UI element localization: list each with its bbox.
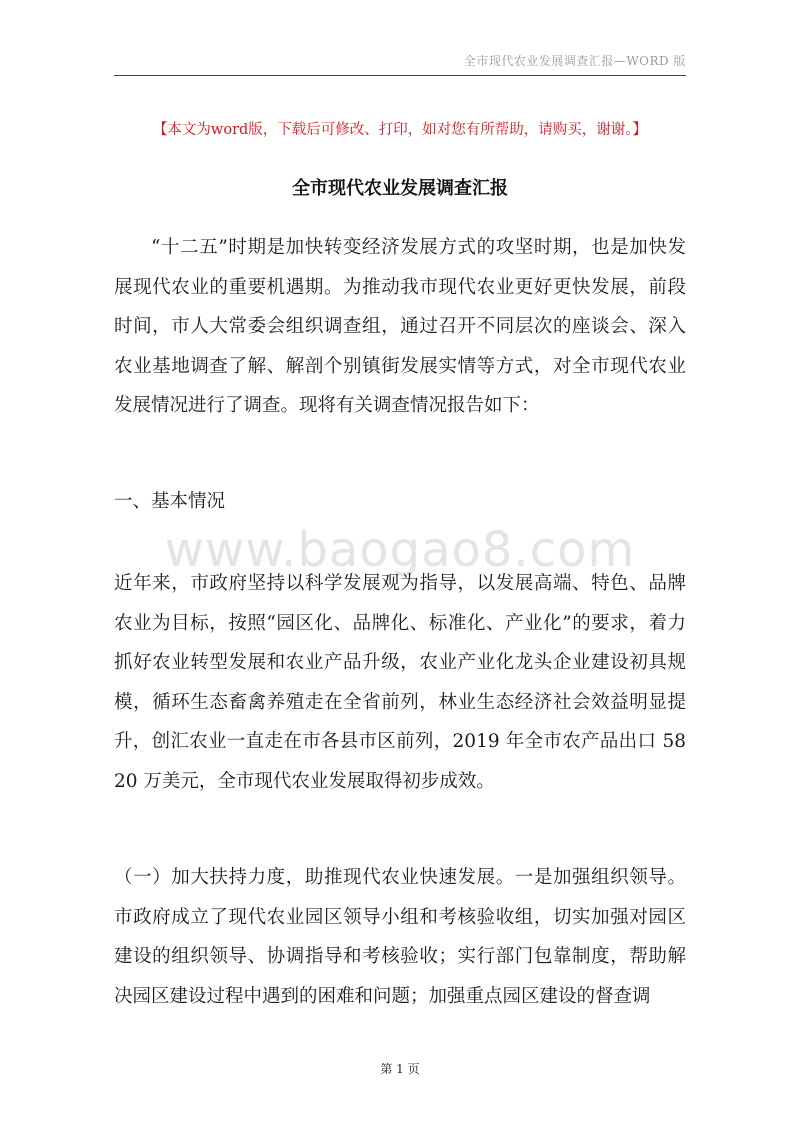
purchase-notice: 【本文为word版，下载后可修改、打印，如对您有所帮助，请购买，谢谢。】 [152,122,648,138]
site-watermark: www.baogao8.com [164,522,636,578]
section-heading-basic-situation: 一、基本情况 [114,491,226,512]
basic-situation-paragraph: 近年来，市政府坚持以科学发展观为指导，以发展高端、特色、品牌农业为目标，按照“园区化、品牌化、标准化、产业化”的要求，着力抓好农业转型发展和农业产品升级，农业产业化龙头企业建设初具规模，循环生态畜禽养殖走在全省前列，林业生态经济社会效益明显提升，创汇农业一直走在市各县市区前列，2019 年全市农产品出口 5820 万美元，全市现代农业发展取得初步成效。 [114,573,686,792]
running-header: 全市现代农业发展调查汇报—WORD 版 [463,54,686,68]
header-divider [114,75,686,76]
intro-paragraph: “十二五”时期是加快转变经济发展方式的攻坚时期，也是加快发展现代农业的重要机遇期。为推动我市现代农业更好更快发展，前段时间，市人大常委会组织调查组，通过召开不同层次的座谈会、深入农业基地调查了解、解剖个别镇街发展实情等方式，对全市现代农业发展情况进行了调查。现将有关调查情况报告如下： [114,237,686,416]
support-measures-paragraph: （一）加大扶持力度，助推现代农业快速发展。一是加强组织领导。市政府成立了现代农业园区领导小组和考核验收组，切实加强对园区建设的组织领导、协调指导和考核验收；实行部门包靠制度，帮助解决园区建设过程中遇到的困难和问题；加强重点园区建设的督查调 [114,867,686,1007]
page-number: 第 1 页 [380,1062,420,1076]
document-title: 全市现代农业发展调查汇报 [292,178,508,199]
